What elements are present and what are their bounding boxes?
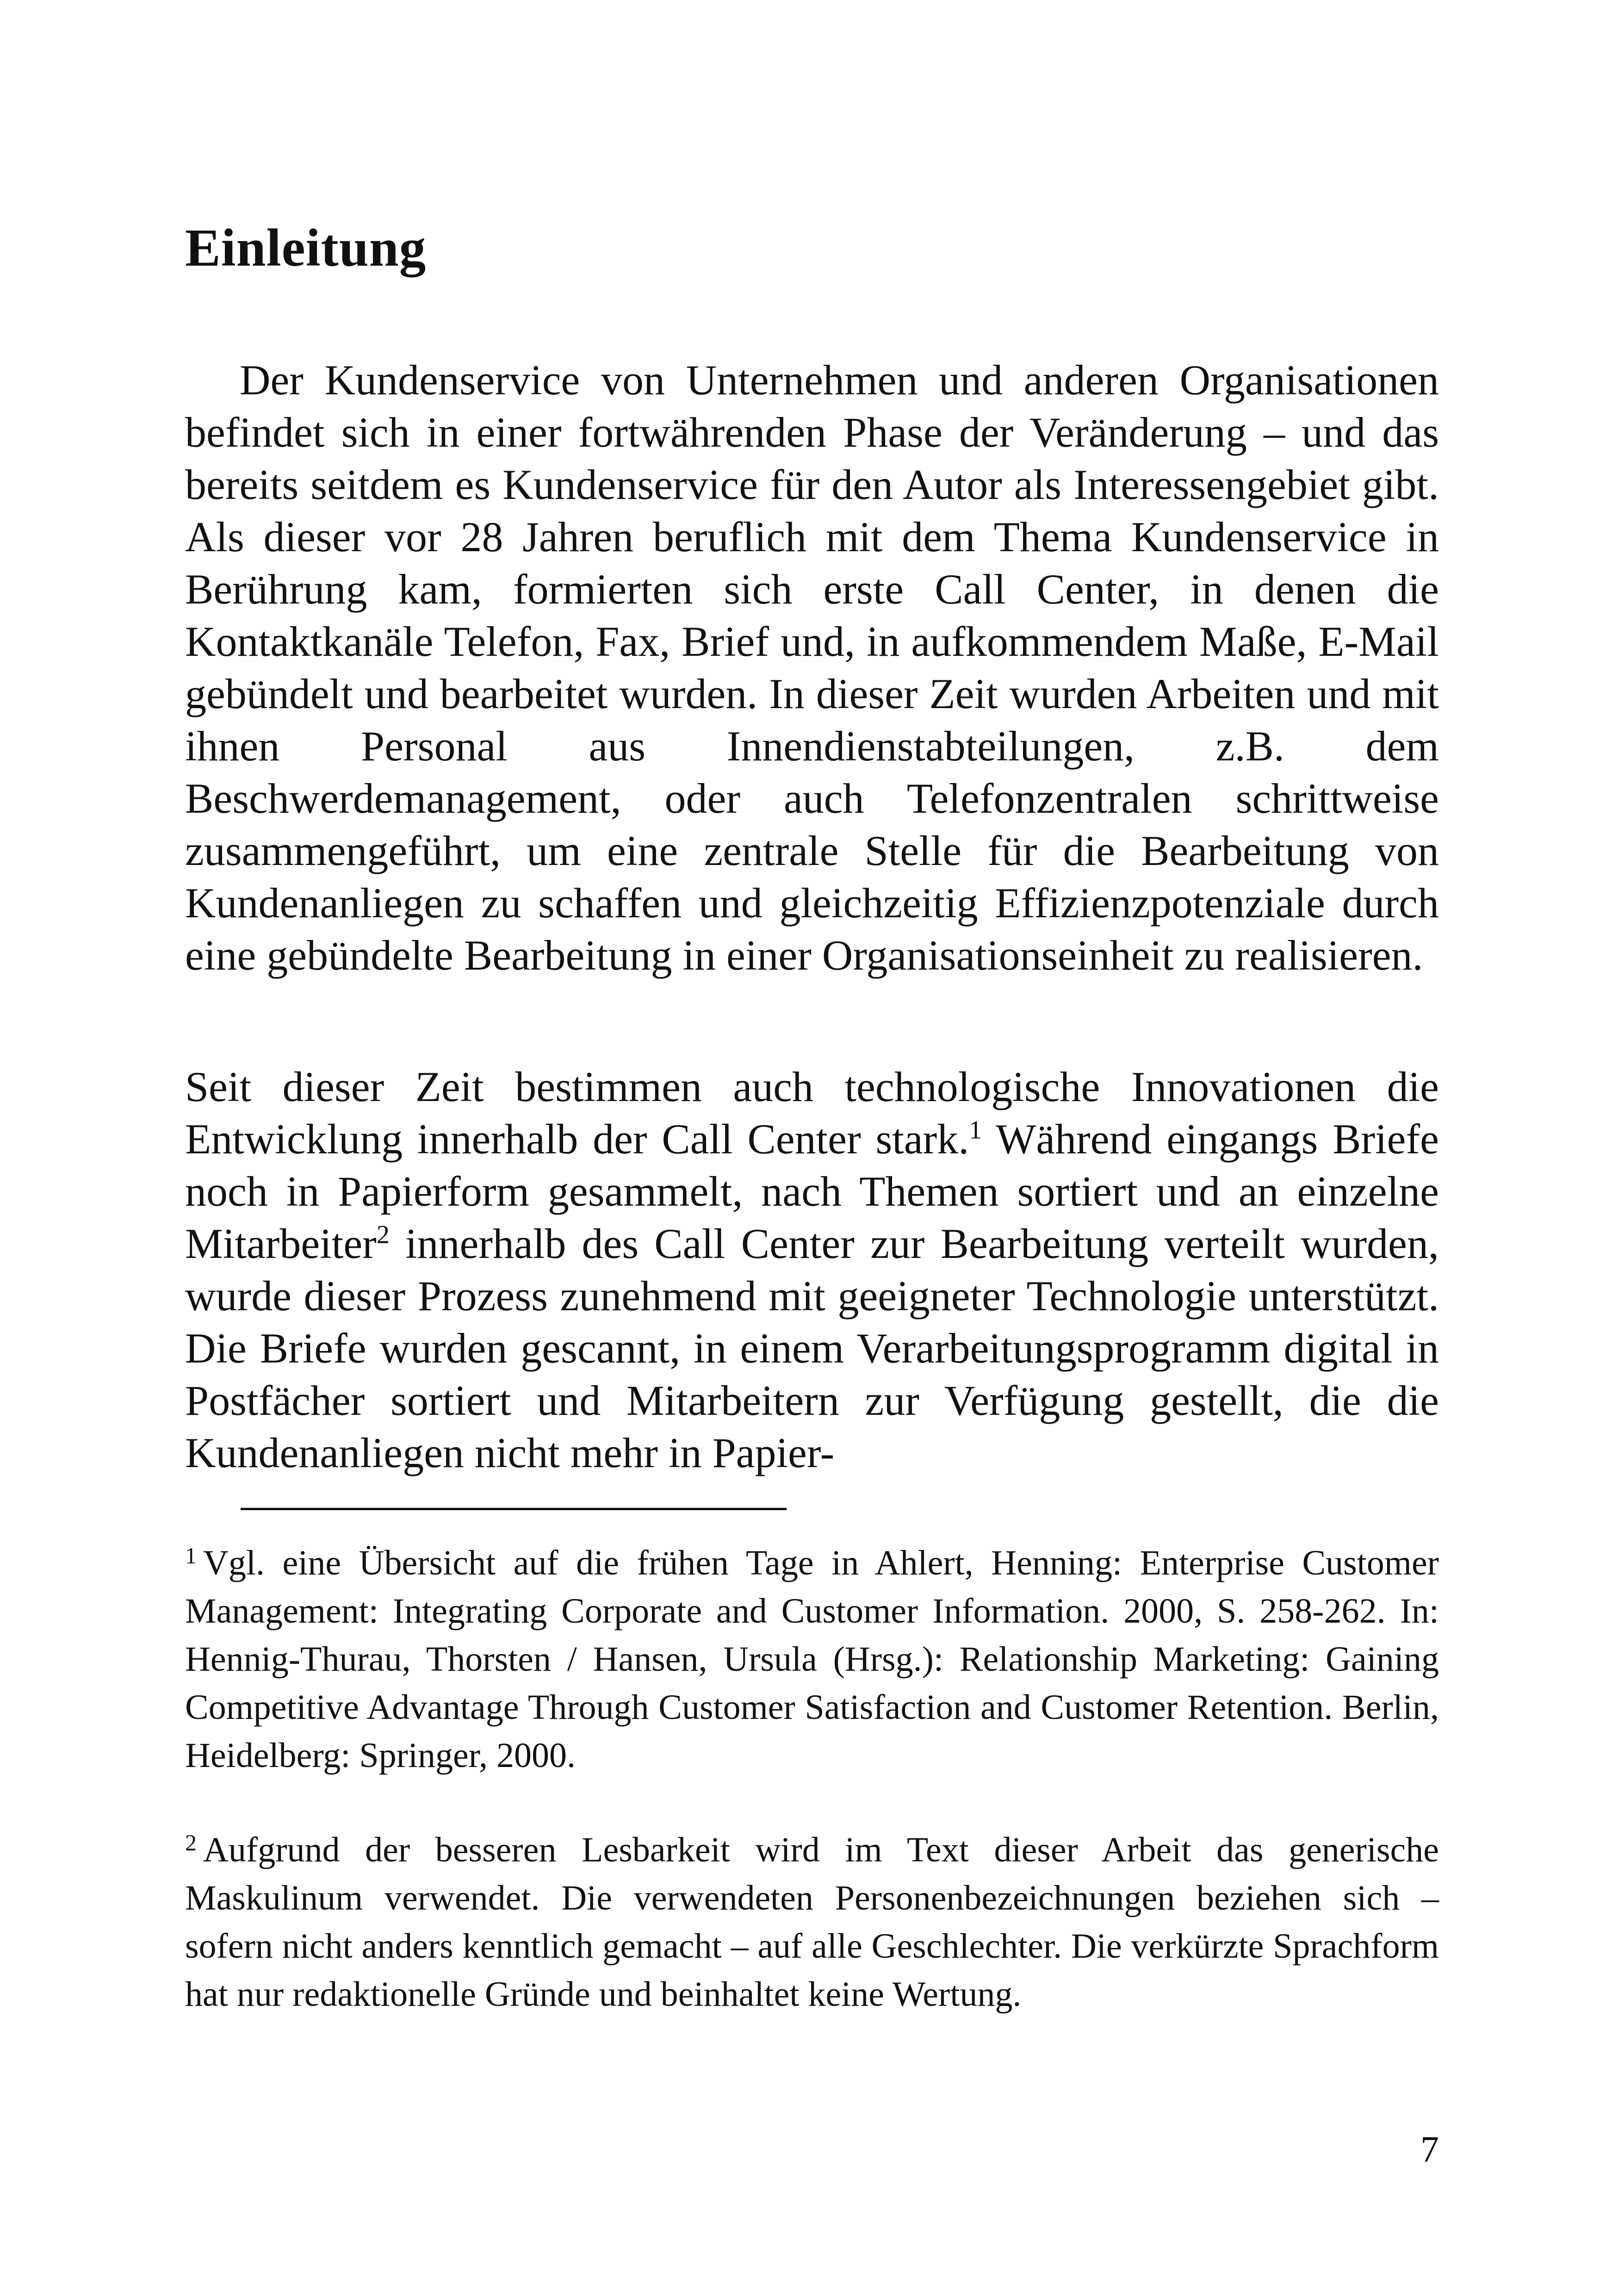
chapter-heading: Einleitung bbox=[185, 218, 427, 277]
footnote-reference-2[interactable]: 2 bbox=[376, 1220, 390, 1249]
body-paragraph-2 bbox=[185, 1061, 1439, 1479]
paragraph-1-text: Der Kundenservice von Unternehmen und anderen Organisationen befindet sich in einer fortwährenden Phase der Veränderung – und das bereits seitdem es Kundenservice für den Autor als Interessengebiet gibt. Als dieser vor 28 Jahren beruflich mit dem Thema Kundenservice in Berührung kam, formierten sich erste Call Center, in denen die Kontaktkanäle Telefon, Fax, Brief und, in aufkommendem Maße, E-Mail gebündelt und bearbeitet wurden. In dieser Zeit wurden Arbeiten und mit ihnen Personal aus Innendienstabteilungen, z.B. dem Beschwerdemanagement, oder auch Telefonzentralen schrittweise zusammengeführt, um eine zentrale Stelle für die Bearbeitung von Kundenanliegen zu schaffen und gleichzeitig Effizienzpotenziale durch eine gebündelte Bearbeitung in einer Organisationseinheit zu realisieren. bbox=[185, 356, 1439, 979]
footnote-1-text: Vgl. eine Übersicht auf die frühen Tage in Ahlert, Henning: Enterprise Customer Management: Integrating Corporate and Customer Information. 2000, S. 258-262. In: Hennig-Thurau, Thorsten / Hansen, Ursula (Hrsg.): Relationship Marketing: Gaining Competitive Advantage Through Customer Satisfaction and Customer Retention. Berlin, Heidelberg: Springer, 2000. bbox=[185, 1543, 1439, 1775]
paragraph-2-text-part-3: innerhalb des Call Center zur Bearbeitung verteilt wurden, wurde dieser Prozess zunehmend mit geeigneter Technologie unterstützt. Die Briefe wurden gescannt, in einem Verarbeitungsprogramm digital in Postfächer sortiert und Mitarbeitern zur Verfügung gestellt, die die Kundenanliegen nicht mehr in Papier- bbox=[185, 1220, 1439, 1476]
footnote-separator bbox=[241, 1508, 787, 1510]
footnote-1-marker: 1 bbox=[185, 1543, 197, 1568]
paragraph-2-text-part-1: Seit dieser Zeit bestimmen auch technologische Innovationen die Entwicklung innerhalb der Call Center stark. bbox=[185, 1063, 1439, 1163]
body-paragraph-1 bbox=[185, 354, 1439, 982]
page-number: 7 bbox=[1420, 2129, 1439, 2170]
footnote-reference-1[interactable]: 1 bbox=[969, 1116, 982, 1145]
paragraph-2-text-part-2: Während eingangs Briefe noch in Papierform gesammelt, nach Themen sortiert und an einzelne Mitarbeiter bbox=[185, 1115, 1439, 1267]
footnote-2 bbox=[185, 1826, 1439, 2018]
footnote-2-marker: 2 bbox=[185, 1829, 197, 1855]
footnote-2-text: Aufgrund der besseren Lesbarkeit wird im Text dieser Arbeit das generische Maskulinum verwendet. Die verwendeten Personenbezeichnungen beziehen sich – sofern nicht anders kenntlich gemacht – auf alle Geschlechter. Die verkürzte Sprachform hat nur redaktionelle Gründe und beinhaltet keine Wertung. bbox=[185, 1830, 1439, 2014]
footnote-1 bbox=[185, 1539, 1439, 1780]
